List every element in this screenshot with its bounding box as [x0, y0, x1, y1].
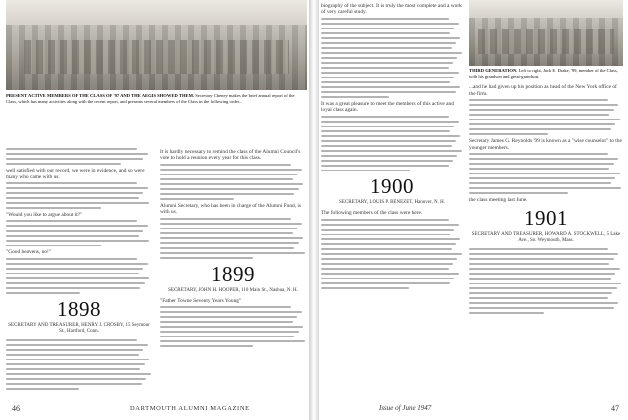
- class-secretary-line: SECRETARY AND TREASURER, HENRY J. CROSBY, 15 Seymour St., Hartford, Conn.: [8, 323, 150, 334]
- text-line: [469, 268, 620, 270]
- right-page: [319, 0, 628, 420]
- text-line: [469, 109, 614, 111]
- text-line: [6, 153, 148, 155]
- text-line: [321, 47, 452, 49]
- text-line: [160, 331, 299, 333]
- text-line: [469, 128, 611, 130]
- text-line: [6, 344, 148, 346]
- text-line: [469, 263, 609, 265]
- text-line: [160, 306, 291, 308]
- text-line: [321, 116, 449, 118]
- page-number: 46: [12, 404, 20, 413]
- text-line: [321, 130, 450, 132]
- text-line: [321, 77, 454, 79]
- text-line: [469, 158, 618, 160]
- text-line: [160, 257, 253, 259]
- text-line: [321, 140, 456, 142]
- column-text: "Father Towne Seventy Years Young": [160, 297, 242, 304]
- text-line: [469, 153, 608, 155]
- text-line: [160, 237, 303, 239]
- text-line: [6, 359, 149, 361]
- text-line: [469, 273, 615, 275]
- text-line: [160, 218, 291, 220]
- text-line: [321, 96, 389, 98]
- text-line: [321, 287, 409, 289]
- column-text: biography of the subject. It is truly the most complete and a work of very careful study.: [321, 3, 462, 16]
- text-line: [321, 81, 450, 83]
- text-line: [469, 119, 620, 121]
- text-line: [321, 62, 453, 64]
- photo-caption-bold: PRESENT ACTIVE MEMBERS OF THE CLASS OF '97 AND THE AEGIS SHOWED THEM.: [6, 93, 195, 98]
- text-line: [6, 235, 139, 237]
- text-line: [321, 268, 449, 270]
- text-line: [321, 273, 459, 275]
- text-line: [469, 258, 614, 260]
- column-text: "Would you like to argue about it?": [6, 211, 83, 218]
- text-line: [469, 302, 618, 304]
- class-secretary-line: SECRETARY, LOUIS P. BENEZET, Hanover, N. H.: [339, 200, 445, 206]
- text-line: [469, 312, 544, 314]
- page-gutter: [309, 0, 319, 420]
- photo-caption-bold: THIRD GENERATION.: [469, 68, 518, 73]
- left-column-2: [160, 1, 306, 350]
- text-line: [160, 223, 302, 225]
- text-line: [160, 252, 305, 254]
- text-line: [6, 187, 148, 189]
- photo-caption-text: Left to right, Jack E. Drake, '99, member of the Class, with his grandson and great-grandson.: [469, 68, 618, 79]
- text-line: [6, 277, 149, 279]
- right-column-1: [321, 2, 463, 292]
- class-year-heading: 1899: [211, 261, 255, 286]
- text-line: [6, 349, 143, 351]
- text-line: [6, 368, 140, 370]
- column-text: Secretary James G. Reynolds '99 is known as a "wise counselor" to the younger members.: [469, 138, 622, 151]
- text-line: [469, 278, 611, 280]
- text-line: [469, 248, 608, 250]
- text-line: [160, 340, 305, 342]
- text-line: [6, 282, 145, 284]
- text-line: [321, 248, 452, 250]
- text-line: [160, 326, 303, 328]
- text-line: [6, 268, 143, 270]
- text-line: [160, 228, 297, 230]
- text-line: [321, 258, 457, 260]
- text-line: [469, 182, 611, 184]
- text-line: [321, 72, 459, 74]
- text-line: [321, 32, 450, 34]
- text-line: [321, 278, 454, 280]
- text-line: [469, 297, 608, 299]
- text-line: [160, 311, 302, 313]
- text-line: [321, 67, 449, 69]
- text-line: [160, 178, 293, 180]
- text-line: [469, 187, 621, 189]
- text-line: [469, 283, 621, 285]
- text-line: [6, 207, 101, 209]
- column-text: well satisfied with our record, we were in evidence, and so were many who came with us.: [6, 167, 145, 180]
- text-line: [6, 192, 143, 194]
- text-line: [6, 388, 79, 390]
- right-column-2: [469, 0, 623, 317]
- text-line: [321, 229, 454, 231]
- text-line: [469, 307, 614, 309]
- text-line: [321, 91, 456, 93]
- text-line: [6, 148, 137, 150]
- text-line: [160, 188, 299, 190]
- text-line: [160, 321, 293, 323]
- column-text: Alumni Secretary, who has been in charge of the Alumni Fund, is with us.: [160, 202, 302, 216]
- text-line: [6, 354, 139, 356]
- text-line: [160, 336, 294, 338]
- text-line: [321, 282, 450, 284]
- text-line: [321, 86, 460, 88]
- text-line: [321, 52, 462, 54]
- column-text: the class meeting last June.: [469, 196, 528, 203]
- text-line: [6, 163, 121, 165]
- class-year-heading: 1898: [57, 297, 101, 321]
- class-year-heading: 1901: [524, 206, 568, 231]
- text-line: [321, 126, 454, 128]
- text-line: [469, 114, 609, 116]
- text-line: [321, 42, 456, 44]
- text-line: [321, 155, 457, 157]
- text-line: [321, 170, 410, 172]
- third-generation-photo: [469, 0, 623, 66]
- left-page: [0, 0, 309, 420]
- text-line: [6, 339, 137, 341]
- class-secretary-line: SECRETARY, JOHN H. HOOPER, 110 Main St., Nashua, N. H.: [168, 287, 298, 293]
- text-line: [469, 292, 612, 294]
- text-line: [321, 263, 453, 265]
- text-line: [321, 243, 456, 245]
- text-line: [321, 219, 449, 221]
- text-line: [321, 135, 460, 137]
- page-number: 47: [611, 404, 619, 413]
- text-line: [321, 238, 460, 240]
- text-line: [321, 234, 450, 236]
- text-line: [469, 104, 618, 106]
- text-line: [6, 287, 140, 289]
- text-line: [160, 247, 294, 249]
- text-line: [321, 57, 457, 59]
- text-line: [6, 202, 149, 204]
- text-line: [469, 192, 568, 194]
- text-line: [6, 373, 151, 375]
- text-line: [6, 158, 143, 160]
- text-line: [469, 168, 609, 170]
- text-line: [469, 133, 548, 135]
- text-line: [321, 28, 454, 30]
- photo-caption: [469, 68, 623, 79]
- text-line: [469, 99, 608, 101]
- text-line: [160, 316, 297, 318]
- text-line: [469, 163, 614, 165]
- text-line: [160, 232, 293, 234]
- text-line: [6, 182, 137, 184]
- text-line: [321, 224, 459, 226]
- photo-caption-text: Secretary Cheney makes the brief annual report of the Class, which has many activities along with the recent report, and presents several members of the Class in the following order...: [6, 93, 295, 104]
- text-line: [6, 383, 142, 385]
- column-text: The following members of the class were here.: [321, 210, 423, 217]
- text-line: [160, 174, 297, 176]
- text-line: [469, 253, 618, 255]
- text-line: [321, 37, 460, 39]
- text-line: [6, 245, 101, 247]
- text-line: [321, 121, 459, 123]
- class-secretary-line: SECRETARY AND TREASURER, HOWARD A. STOCKWELL, 5 Lake Ave., So. Weymouth, Mass.: [471, 232, 621, 244]
- column-text: It is hardly necessary to remind the class of the Alumni Council's vote to hold a reunion every year for this class.: [160, 149, 301, 162]
- column-text: ...and he had given up his position as head of the New York office of the firm.: [469, 84, 617, 97]
- text-line: [6, 263, 148, 265]
- text-line: [321, 253, 462, 255]
- text-line: [321, 165, 449, 167]
- text-line: [321, 150, 462, 152]
- text-line: [6, 258, 137, 260]
- text-line: [160, 164, 291, 166]
- text-line: [160, 193, 294, 195]
- class-year-heading: 1900: [370, 174, 414, 199]
- text-line: [6, 220, 137, 222]
- column-text: "Good heavens, no!": [6, 249, 51, 256]
- text-line: [6, 230, 143, 232]
- text-line: [321, 18, 449, 20]
- text-line: [469, 177, 615, 179]
- text-line: [160, 198, 234, 200]
- text-line: [321, 160, 453, 162]
- text-line: [160, 345, 253, 347]
- text-line: [321, 23, 459, 25]
- text-line: [160, 169, 302, 171]
- text-line: [6, 363, 145, 365]
- text-line: [6, 225, 148, 227]
- text-line: [469, 123, 615, 125]
- issue-date-footer: Issue of June 1947: [379, 404, 432, 412]
- text-line: [6, 240, 149, 242]
- text-line: [469, 173, 620, 175]
- text-line: [6, 378, 146, 380]
- text-line: [160, 183, 303, 185]
- text-line: [321, 145, 452, 147]
- text-line: [160, 242, 299, 244]
- text-line: [469, 287, 617, 289]
- text-line: [6, 197, 139, 199]
- text-line: [6, 273, 139, 275]
- running-footer: DARTMOUTH ALUMNI MAGAZINE: [130, 405, 250, 412]
- column-text: It was a great pleasure to meet the members of this active and loyal class again.: [321, 100, 454, 114]
- text-line: [6, 292, 80, 294]
- left-column-1: [6, 148, 152, 393]
